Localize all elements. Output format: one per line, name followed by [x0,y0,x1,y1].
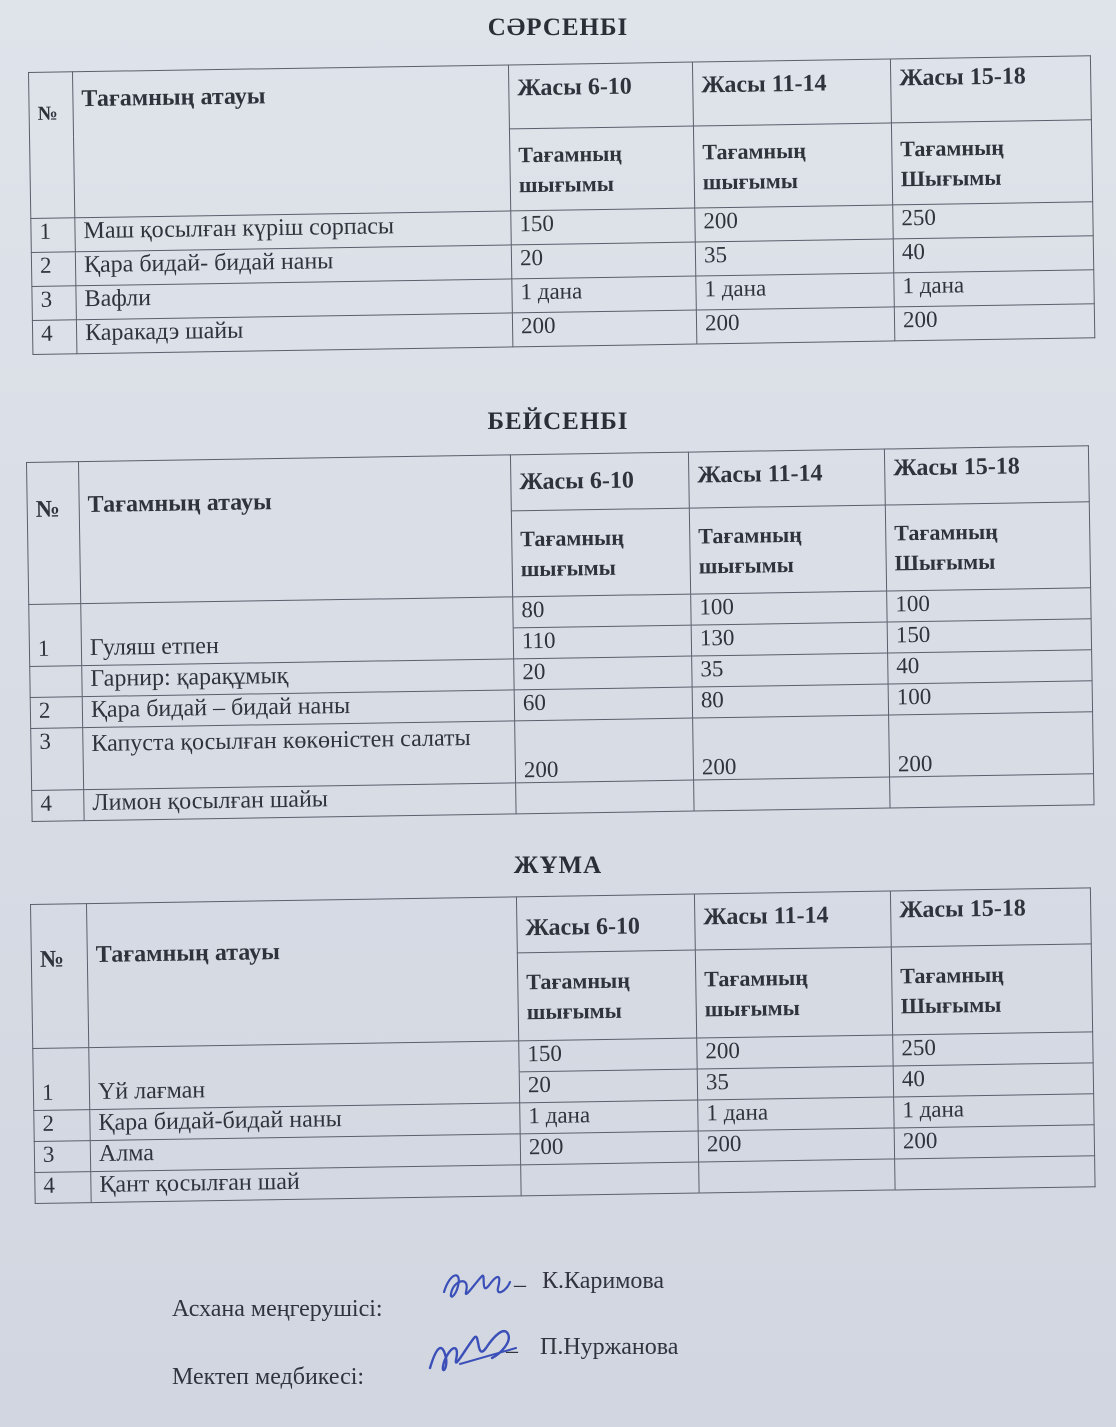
col-header-age-11-14: Жасы 11-14 [694,891,891,950]
menu-table-thursday [26,445,1095,822]
col-header-age-6-10: Жасы 6-10 [510,452,689,511]
row-no: 3 [34,1141,90,1173]
col-header-name: Тағамның атауы [73,65,511,218]
signature-name-nurzhanova: П.Нуржанова [540,1334,679,1360]
value-age-15-18: 40 [893,236,1094,273]
value-age-6-10: 20 [511,242,696,279]
value-age-6-10: 110 [513,625,691,659]
value-age-15-18: 40 [893,1063,1093,1097]
col-header-yield: Тағамның шығымы [511,508,690,597]
value-age-6-10: 1 дана [520,1100,698,1134]
col-header-age-6-10: Жасы 6-10 [516,894,695,953]
section-title-wednesday: СӘРСЕНБІ [487,14,629,41]
dish-name: Алма [90,1134,520,1172]
value-age-15-18: 250 [893,1032,1093,1066]
col-header-name: Тағамның атауы [87,897,519,1048]
row-no: 1 [33,1079,89,1111]
signature-role-school-nurse: Мектеп медбикесі: [172,1364,365,1390]
value-age-6-10: 150 [519,1038,697,1072]
value-age-11-14: 200 [696,307,895,344]
value-age-11-14: 1 дана [696,273,895,310]
value-age-11-14: 200 [697,1035,893,1069]
dish-name: Гуляш етпен [81,628,513,666]
dish-name: Маш қосылған күріш сорпасы [75,211,511,252]
dish-name: Қара бидай- бидай наны [75,245,511,286]
row-no: 4 [32,320,77,355]
value-age-11-14: 130 [691,622,887,656]
value-age-11-14: 200 [693,715,890,780]
value-age-11-14: 35 [692,653,888,687]
dish-name: Үй лағман [89,1072,519,1110]
dish-name: Капуста қосылған көкөністен салаты [83,721,516,790]
col-header-yield: Тағамның шығымы [509,126,694,211]
row-no: 3 [32,286,77,321]
value-age-6-10: 60 [514,687,692,721]
value-age-11-14: 80 [692,684,888,718]
value-age-6-10: 20 [514,656,692,690]
value-age-11-14 [694,777,890,811]
value-age-11-14: 35 [695,239,894,276]
value-age-6-10: 200 [520,1131,698,1165]
row-no: 2 [34,1110,90,1142]
col-header-yield: Тағамның шығымы [517,950,696,1041]
dish-name: Лимон қосылған шайы [84,783,516,821]
handwritten-signature-icon [436,1262,516,1308]
signature-name-karimova: К.Каримова [542,1268,665,1294]
col-header-yield: Тағамның шығымы [689,505,886,594]
col-header-age-6-10: Жасы 6-10 [508,62,693,129]
row-no: 4 [32,790,84,822]
col-header-age-15-18: Жасы 15-18 [890,888,1091,947]
signature-role-canteen-head: Асхана меңгерушісі: [172,1296,383,1322]
value-age-11-14: 100 [691,591,887,625]
value-age-15-18: 250 [893,202,1094,239]
value-age-15-18: 200 [894,1125,1094,1159]
value-age-11-14 [699,1159,895,1193]
row-no: 4 [35,1172,91,1204]
row-no: 1 [31,218,76,253]
col-header-yield: Тағамның Шығымы [891,944,1092,1035]
signature-dash: – [514,1272,526,1298]
col-header-age-11-14: Жасы 11-14 [688,449,885,508]
value-age-11-14: 200 [695,205,894,242]
value-age-15-18: 150 [887,619,1091,653]
row-no: 2 [31,252,76,287]
dish-name: Вафли [76,279,512,320]
value-age-6-10: 1 дана [512,276,697,313]
value-age-15-18: 200 [889,712,1094,777]
value-age-11-14: 200 [698,1128,894,1162]
dish-name: Каракадэ шайы [76,313,512,354]
col-header-yield: Тағамның Шығымы [891,120,1092,205]
row-no [33,1048,89,1080]
value-age-11-14: 35 [697,1066,893,1100]
row-no: 1 [29,635,81,667]
value-age-6-10: 200 [515,718,694,783]
dish-name: Қант қосылған шай [91,1165,521,1203]
dish-name: Гарнир: қарақұмық [82,659,514,697]
col-header-no: № [29,72,75,219]
section-title-thursday: БЕЙСЕНБІ [487,408,629,435]
col-header-age-11-14: Жасы 11-14 [692,59,891,126]
signature-dash: – [506,1338,518,1364]
row-no: 2 [30,697,82,729]
col-header-age-15-18: Жасы 15-18 [884,446,1089,505]
value-age-15-18 [895,1156,1095,1190]
row-no [29,604,81,636]
menu-table-wednesday [28,55,1095,355]
col-header-yield: Тағамның Шығымы [885,502,1090,591]
value-age-6-10: 20 [519,1069,697,1103]
col-header-age-15-18: Жасы 15-18 [890,56,1091,123]
dish-name: Қара бидай – бидай наны [82,690,514,728]
dish-name: Қара бидай-бидай наны [90,1103,520,1141]
value-age-15-18: 200 [894,304,1095,341]
menu-table-friday [30,887,1096,1204]
value-age-6-10: 150 [511,208,696,245]
col-header-name: Тағамның атауы [79,455,513,604]
value-age-6-10: 200 [512,310,697,347]
row-no [30,666,82,698]
value-age-15-18: 40 [888,650,1092,684]
col-header-yield: Тағамның шығымы [695,947,892,1038]
value-age-6-10 [516,780,694,814]
value-age-15-18 [890,774,1094,808]
col-header-yield: Тағамның шығымы [693,123,892,208]
col-header-no: № [27,462,81,605]
value-age-15-18: 100 [887,588,1091,622]
section-title-friday: ЖҰМА [513,852,603,879]
value-age-15-18: 1 дана [894,270,1095,307]
value-age-15-18: 1 дана [894,1094,1094,1128]
value-age-11-14: 1 дана [698,1097,894,1131]
value-age-6-10 [521,1162,699,1196]
value-age-6-10: 80 [513,594,691,628]
row-no: 3 [31,728,84,791]
value-age-15-18: 100 [888,681,1092,715]
col-header-no: № [31,904,89,1049]
